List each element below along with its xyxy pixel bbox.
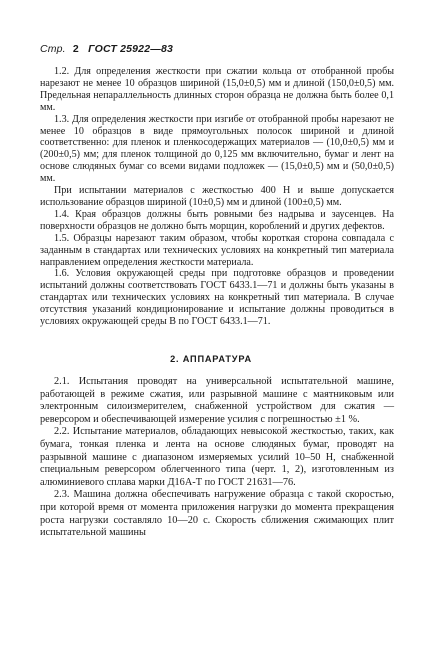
page-number: 2 <box>72 43 79 55</box>
paragraph-2-3: 2.3. Машина должна обеспечивать нагружение образца с такой скоростью, при которой время от момента приложения нагрузки до момента прекращения роста нагрузки составляло 10—20 с. Скорость сближения сжимающих плит испытательной машины <box>40 489 394 539</box>
paragraph-1-6: 1.6. Условия окружающей среды при подготовке образцов и проведении испытаний должны соответствовать ГОСТ 6433.1—71 и должны быть указаны в стандартах или технических условиях на конкретный тип материала. В случае отсутствия указаний кондиционирование и испытание должны проводиться в условиях окружающей среды В по ГОСТ 6433.1—71. <box>40 268 394 328</box>
paragraph-1-4: 1.4. Края образцов должны быть ровными без надрыва и заусенцев. На поверхности образцов не должно быть морщин, короблений и других дефектов. <box>40 208 394 232</box>
standard-code: ГОСТ 25922—83 <box>88 43 174 55</box>
page-word: Стр. <box>40 43 66 55</box>
section-1-text <box>40 66 394 328</box>
section-2-text <box>40 376 394 540</box>
paragraph-1-2: 1.2. Для определения жесткости при сжатии кольца от отобранной пробы нарезают не менее 10 образцов шириной (15,0±0,5) мм и длиной (150,0±0,5) мм. Предельная непараллельность длинных сторон образца не должна быть более 0,1 мм. <box>40 66 394 113</box>
paragraph-1-5: 1.5. Образцы нарезают таким образом, чтобы короткая сторона совпадала с заданным в стандартах или технических условиях на конкретный тип материала направлением определения жесткости материала. <box>40 232 394 268</box>
paragraph-1-3-note: При испытании материалов с жесткостью 400 Н и выше допускается использование образцов шириной (10±0,5) мм и длиной (100±0,5) мм. <box>40 185 394 208</box>
paragraph-2-1: 2.1. Испытания проводят на универсальной испытательной машине, работающей в режиме сжатия, или разрывной машине с маятниковым или электронным силоизмерителем, снабженной устройством для сжатия — реверсором и обеспечивающей измерение усилия с погрешностью ±1 %. <box>40 376 394 425</box>
paragraph-1-3: 1.3. Для определения жесткости при изгибе от отобранной пробы нарезают не менее 10 образцов в виде прямоугольных полосок шириной и длиной соответственно: для пленок и пленкосодержащих материалов — (10,0±0,5) мм и (200±0,5) мм; для пленок толщиной до 0,125 мм включительно, бумаг и лент на основе слюдяных бумаг со всеми видами подложек — (15,0±0,5) мм и (50,0±0,5) мм. <box>40 113 394 185</box>
paragraph-2-2: 2.2. Испытание материалов, обладающих невысокой жесткостью, таких, как бумага, тонкая пленка и лента на основе слюдяных бумаг, проводят на разрывной машине с диапазоном измеряемых усилий 10–50 Н, снабженной специальным реверсором облегченного типа (черт. 1, 2), изготовленным из алюминиевого сплава марки Д16А-Т по ГОСТ 21631—76. <box>40 426 394 488</box>
section-title-apparatus: 2. АППАРАТУРА <box>170 354 252 364</box>
page-header <box>40 43 173 55</box>
